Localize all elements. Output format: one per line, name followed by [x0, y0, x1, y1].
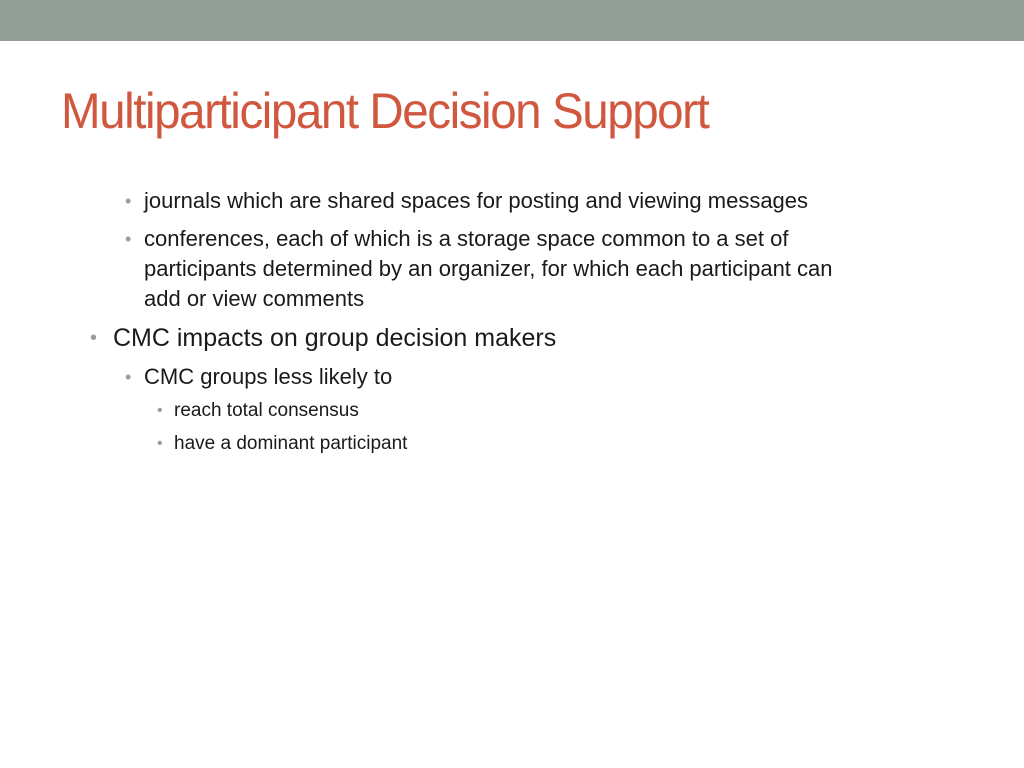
list-item-text: have a dominant participant — [174, 433, 408, 454]
list-item — [125, 362, 393, 392]
bullet-icon: • — [125, 229, 132, 249]
list-item-text-line: add or view comments — [144, 286, 365, 311]
list-item — [125, 224, 833, 314]
list-item — [125, 186, 809, 216]
list-item-text-line: participants determined by an organizer, for which each participant can — [144, 256, 833, 281]
list-item — [157, 431, 408, 457]
list-item — [90, 323, 557, 353]
slide-title: Multiparticipant Decision Support — [61, 83, 709, 139]
bullet-icon: • — [125, 191, 132, 211]
list-item-text: CMC impacts on group decision makers — [113, 324, 557, 352]
list-item-text: reach total consensus — [174, 400, 359, 421]
bullet-icon: • — [125, 367, 132, 387]
list-item-text: CMC groups less likely to — [144, 364, 393, 389]
bullet-icon: • — [157, 402, 163, 419]
list-item-text-line: conferences, each of which is a storage space common to a set of — [144, 226, 789, 251]
top-accent-bar — [0, 0, 1024, 41]
bullet-icon: • — [90, 327, 98, 349]
bullet-icon: • — [157, 435, 163, 452]
list-item — [157, 398, 359, 424]
list-item-text: journals which are shared spaces for posting and viewing messages — [144, 188, 809, 213]
